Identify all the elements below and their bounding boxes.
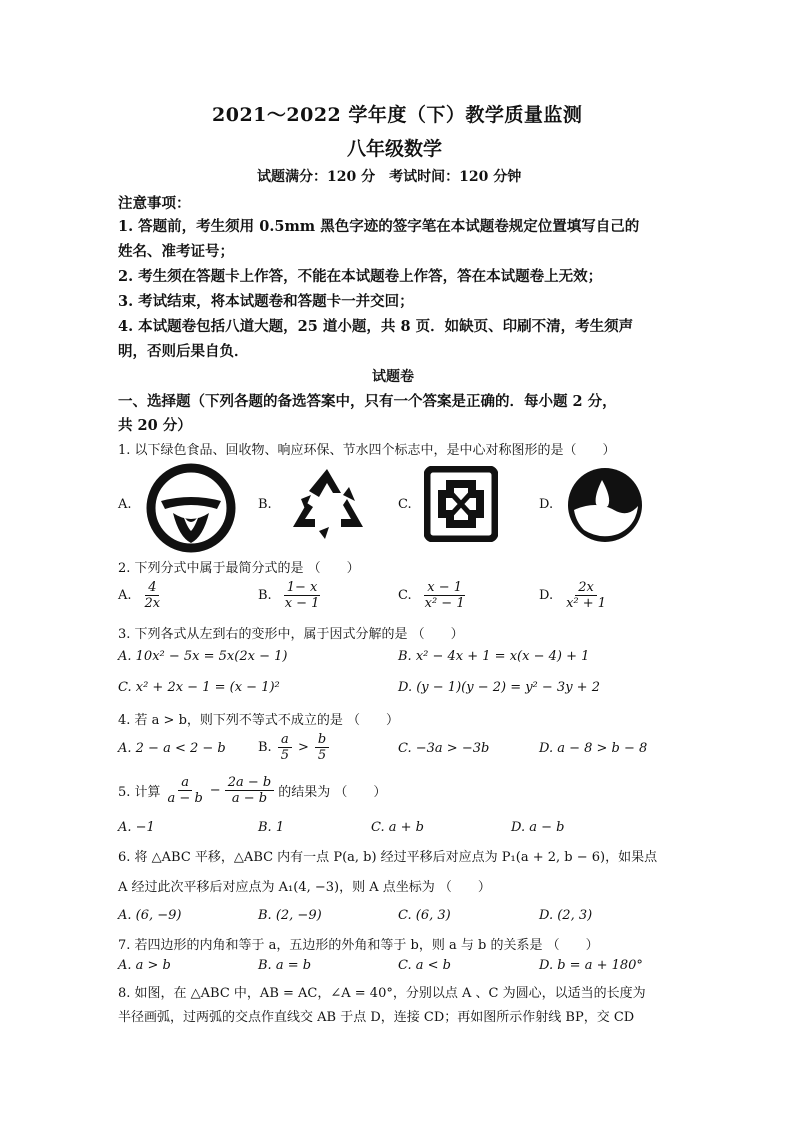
q7-option-d: D. b = a + 180° bbox=[539, 958, 643, 973]
fraction-denominator: 5 bbox=[317, 748, 327, 763]
note-line-1: 1. 答题前，考生须用 0.5mm 黑色字迹的签字笔在本试题卷规定位置填写自己的 bbox=[118, 218, 640, 235]
q1-option-c-label: C. bbox=[398, 497, 412, 512]
q5-fraction-1 bbox=[165, 775, 206, 806]
q6-option-a: A. (6, −9) bbox=[118, 908, 182, 923]
q2-option-b-fraction bbox=[282, 580, 323, 611]
q4-option-b-fraction-2 bbox=[315, 732, 329, 763]
fraction-denominator: a − b bbox=[231, 791, 268, 806]
fraction-denominator: 5 bbox=[280, 748, 289, 763]
q5-option-a: A. −1 bbox=[118, 820, 155, 835]
q4-option-b bbox=[258, 732, 329, 763]
section-heading-line-1: 一、选择题（下列各题的备选答案中，只有一个答案是正确的．每小题 2 分， bbox=[118, 393, 617, 410]
q2-option-c bbox=[398, 580, 468, 611]
q5-option-b: B. 1 bbox=[258, 820, 285, 835]
fraction-denominator: x − 1 bbox=[284, 596, 320, 611]
subject-title: 八年级数学 bbox=[347, 138, 443, 160]
note-line-5: 4. 本试题卷包括八道大题，25 道小题，共 8 页．如缺页、印刷不清，考生须声 bbox=[118, 318, 634, 335]
q4-option-b-fraction-1 bbox=[278, 732, 292, 763]
water-saving-logo-icon bbox=[566, 466, 644, 544]
q1-option-d-label: D. bbox=[539, 497, 554, 512]
question-1-text: 1. 以下绿色食品、回收物、响应环保、节水四个标志中，是中心对称图形的是（ ） bbox=[118, 443, 616, 458]
q3-option-d: D. (y − 1)(y − 2) = y² − 3y + 2 bbox=[398, 680, 600, 695]
q4-option-d: D. a − 8 > b − 8 bbox=[539, 741, 648, 756]
q7-option-b: B. a = b bbox=[258, 958, 312, 973]
note-line-6: 明，否则后果自负． bbox=[118, 343, 249, 360]
exam-title: 2021～2022 学年度（下）教学质量监测 bbox=[212, 104, 583, 126]
note-line-3: 2. 考生须在答题卡上作答，不能在本试题卷上作答，答在本试题卷上无效； bbox=[118, 268, 603, 285]
exam-meta: 试题满分：120 分 考试时间：120 分钟 bbox=[257, 169, 522, 185]
fraction-numerator: b bbox=[315, 732, 329, 748]
q6-option-c: C. (6, 3) bbox=[398, 908, 451, 923]
fraction-numerator: a bbox=[278, 732, 292, 748]
q5-fraction-2 bbox=[225, 775, 275, 806]
question-8-line-2: 半径画弧，过两弧的交点作直线交 AB 于点 D，连接 CD；再如图所示作射线 BP，交 CD bbox=[118, 1010, 635, 1025]
q2-option-d-fraction bbox=[563, 580, 609, 611]
question-7-text: 7. 若四边形的内角和等于 a，五边形的外角和等于 b，则 a 与 b 的关系是 （ ） bbox=[118, 938, 599, 953]
q4-option-a: A. 2 − a < 2 − b bbox=[118, 741, 226, 756]
q6-option-d: D. (2, 3) bbox=[539, 908, 593, 923]
q2-option-a bbox=[118, 580, 163, 611]
green-food-logo-icon bbox=[145, 463, 237, 553]
q2-option-d bbox=[539, 580, 609, 611]
q5-suffix: 的结果为 （ ） bbox=[278, 785, 387, 800]
q5-operator: − bbox=[209, 783, 221, 798]
section-label: 试题卷 bbox=[372, 369, 414, 385]
q2-option-a-fraction bbox=[142, 580, 164, 611]
q7-option-c: C. a < b bbox=[398, 958, 451, 973]
note-line-4: 3. 考试结束，将本试题卷和答题卡一并交回； bbox=[118, 293, 414, 310]
fraction-numerator: 2x bbox=[575, 580, 597, 596]
question-3-text: 3. 下列各式从左到右的变形中，属于因式分解的是 （ ） bbox=[118, 627, 464, 642]
fraction-numerator: 1− x bbox=[284, 580, 321, 596]
q3-option-b: B. x² − 4x + 1 = x(x − 4) + 1 bbox=[398, 649, 590, 664]
recycle-logo-icon bbox=[285, 465, 369, 543]
question-4-text: 4. 若 a > b，则下列不等式不成立的是 （ ） bbox=[118, 713, 400, 728]
fraction-denominator: x² + 1 bbox=[566, 596, 607, 611]
q2-option-c-fraction bbox=[422, 580, 468, 611]
fraction-numerator: 2a − b bbox=[225, 775, 275, 791]
q1-option-a-label: A. bbox=[118, 497, 132, 512]
fraction-denominator: x² − 1 bbox=[424, 596, 465, 611]
fraction-denominator: 2x bbox=[144, 596, 161, 611]
question-8-line-1: 8. 如图，在 △ABC 中，AB = AC，∠A = 40°，分别以点 A 、C 为圆心，以适当的长度为 bbox=[118, 986, 646, 1001]
q1-option-b-label: B. bbox=[258, 497, 272, 512]
q2-option-c-label: C. bbox=[398, 588, 412, 603]
q4-option-b-label: B. bbox=[258, 740, 272, 755]
q2-option-a-label: A. bbox=[118, 588, 132, 603]
q2-option-d-label: D. bbox=[539, 588, 554, 603]
q6-option-b: B. (2, −9) bbox=[258, 908, 322, 923]
q4-option-b-operator: > bbox=[297, 740, 309, 755]
q5-prefix: 5. 计算 bbox=[118, 785, 161, 800]
q2-option-b bbox=[258, 580, 322, 611]
fraction-denominator: a − b bbox=[167, 791, 203, 806]
q7-option-a: A. a > b bbox=[118, 958, 171, 973]
fraction-numerator: x − 1 bbox=[424, 580, 465, 596]
notes-heading: 注意事项： bbox=[118, 195, 191, 212]
q2-option-b-label: B. bbox=[258, 588, 272, 603]
q3-option-a: A. 10x² − 5x = 5x(2x − 1) bbox=[118, 649, 288, 664]
question-6-line-2: A 经过此次平移后对应点为 A₁(4, −3)，则 A 点坐标为 （ ） bbox=[118, 880, 491, 895]
note-line-2: 姓名、准考证号； bbox=[118, 243, 234, 260]
fraction-numerator: a bbox=[178, 775, 192, 791]
question-6-line-1: 6. 将 △ABC 平移，△ABC 内有一点 P(a, b) 经过平移后对应点为 P₁(a + 2, b − 6)，如果点 bbox=[118, 850, 658, 865]
q5-option-c: C. a + b bbox=[371, 820, 424, 835]
q3-option-c: C. x² + 2x − 1 = (x − 1)² bbox=[118, 680, 280, 695]
q5-option-d: D. a − b bbox=[511, 820, 565, 835]
fraction-numerator: 4 bbox=[145, 580, 159, 596]
environmental-logo-icon bbox=[424, 466, 498, 542]
question-5-text bbox=[118, 775, 386, 806]
q4-option-c: C. −3a > −3b bbox=[398, 741, 490, 756]
question-2-text: 2. 下列分式中属于最简分式的是 （ ） bbox=[118, 561, 360, 576]
section-heading-line-2: 共 20 分） bbox=[118, 417, 192, 434]
